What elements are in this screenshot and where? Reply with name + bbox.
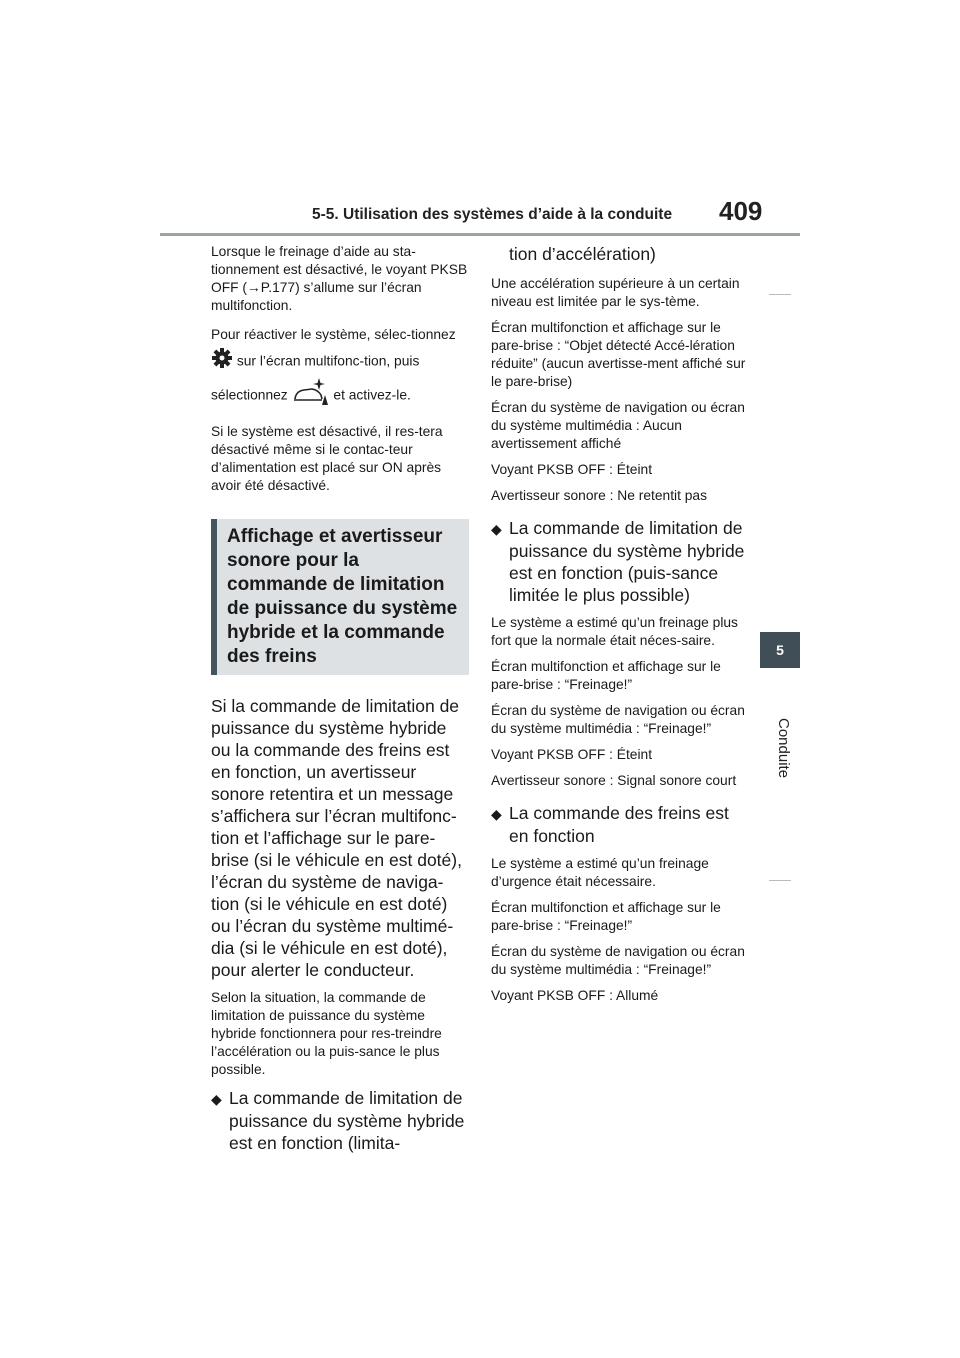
gear-icon xyxy=(211,347,233,377)
side-divider-top xyxy=(769,294,791,295)
bullet-continuation: tion d’accélération) xyxy=(509,244,656,264)
list-item: Écran multifonction et affichage sur le pare-brise : “Objet détecté Accé-lération réduite” (aucun avertisse-ment affiché sur le pare-brise) xyxy=(491,320,746,389)
bullet-text: La commande des freins est en fonction xyxy=(509,803,729,846)
bullet-text: La commande de limitation de puissance du système hybride est en fonction (limita- xyxy=(229,1088,465,1153)
side-divider-bottom xyxy=(769,880,791,881)
list-item: Avertisseur sonore : Signal sonore court xyxy=(491,773,737,788)
list-item: Le système a estimé qu’un freinage plus fort que la normale était néces-saire. xyxy=(491,615,738,648)
note-reactivate xyxy=(211,323,469,415)
bullet-diamond-icon: ◆ xyxy=(491,521,502,537)
list-item: Écran du système de navigation ou écran du système multimédia : Aucun avertissement affiché xyxy=(491,400,745,451)
section-title: 5-5. Utilisation des systèmes d’aide à la conduite xyxy=(312,206,673,223)
list-item: Écran du système de navigation ou écran du système multimédia : “Freinage!” xyxy=(491,703,745,736)
bullet-text: La commande de limitation de puissance du système hybride est en fonction (puis-sance limitée le plus possible) xyxy=(509,518,745,605)
bullet-diamond-icon: ◆ xyxy=(211,1091,222,1107)
bullet-brake-control xyxy=(491,802,749,847)
note-reactivate-part1: Pour réactiver le système, sélec-tionnez xyxy=(211,327,456,342)
list-item: Le système a estimé qu’un freinage d’urgence était nécessaire. xyxy=(491,856,709,889)
header-divider xyxy=(160,233,800,236)
note-stays-off: Si le système est désactivé, il res-tera désactivé même si le contac-teur d’alimentation est placé sur ON après avoir été désactivé. xyxy=(211,424,443,493)
list-item: Écran multifonction et affichage sur le pare-brise : “Freinage!” xyxy=(491,659,721,692)
list-item: Voyant PKSB OFF : Éteint xyxy=(491,462,653,477)
bullet-power-limit xyxy=(491,517,749,606)
note-reactivate-part3: et activez-le. xyxy=(333,387,411,403)
chapter-tab[interactable]: 5 xyxy=(760,632,800,668)
car-warning-icon xyxy=(292,377,330,415)
list-item: Une accélération supérieure à un certain niveau est limitée par le sys-tème. xyxy=(491,276,740,309)
list-item: Voyant PKSB OFF : Allumé xyxy=(491,988,659,1003)
left-column xyxy=(211,243,469,1162)
bullet-acceleration-limit xyxy=(211,1087,469,1154)
chapter-label: Conduite xyxy=(775,718,792,779)
note-pksb-off: Lorsque le freinage d’aide au sta-tionnement est désactivé, le voyant PKSB OFF (→P.177) s’allume sur l’écran multifonction. xyxy=(211,244,468,313)
right-column xyxy=(491,243,749,1013)
list-item: Voyant PKSB OFF : Éteint xyxy=(491,747,653,762)
page-number: 409 xyxy=(719,196,763,226)
list-item: Écran du système de navigation ou écran du système multimédia : “Freinage!” xyxy=(491,944,745,977)
bullet-diamond-icon: ◆ xyxy=(491,806,502,822)
note-reactivate-part2: sur l’écran multifonc-tion, puis sélectionnez xyxy=(211,353,420,403)
list-item: Écran multifonction et affichage sur le pare-brise : “Freinage!” xyxy=(491,900,721,933)
section-heading-box: Affichage et avertisseur sonore pour la commande de limitation de puissance du système hybride et la commande des freins xyxy=(211,519,469,675)
note-situation: Selon la situation, la commande de limitation de puissance du système hybride fonctionnera pour res-treindre l’accélération ou la puis-sance le plus possible. xyxy=(211,990,442,1077)
list-item: Avertisseur sonore : Ne retentit pas xyxy=(491,488,708,503)
body-paragraph: Si la commande de limitation de puissance du système hybride ou la commande des freins est en fonction, un avertisseur sonore retentira et un message s’affichera sur l’écran multifonc-tion et l’affichage sur le pare-brise (si le véhicule en est doté), l’écran du système de naviga-tion (si le véhicule en est doté) ou l’écran du système multimé-dia (si le véhicule en est doté), pour alerter le conducteur. xyxy=(211,696,462,980)
